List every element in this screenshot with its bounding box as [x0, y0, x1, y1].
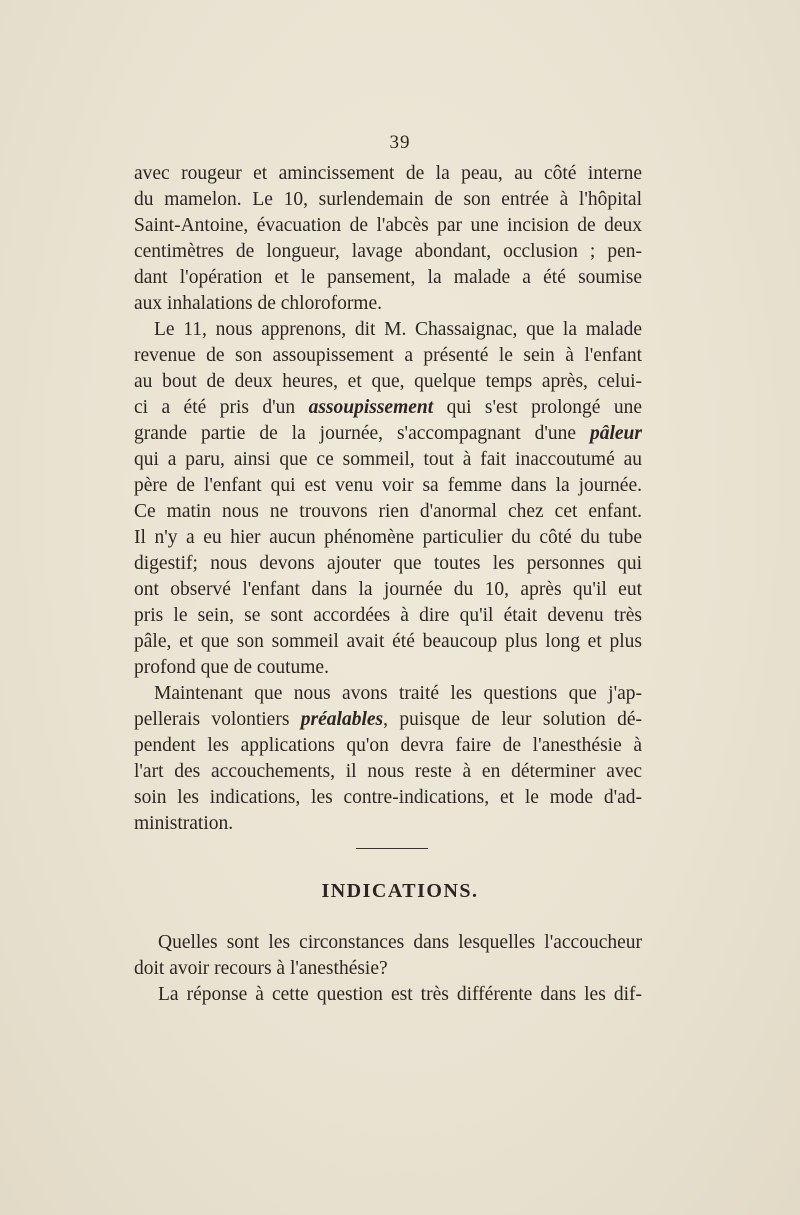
paragraph-3 — [134, 681, 642, 837]
text-line: Maintenant que nous avons traité les questions que j'ap- — [154, 683, 642, 704]
text-line: profond que de coutume. — [134, 657, 329, 678]
paragraph-1 — [134, 161, 642, 317]
text-fragment: qui s'est prolongé une — [433, 397, 642, 418]
emphasized-word: préalables — [300, 709, 384, 730]
text-fragment: grande partie de la journée, s'accompagnant d'une — [134, 423, 590, 444]
text-line: La réponse à cette question est très différente dans les dif- — [158, 984, 642, 1005]
emphasized-word: assoupissement — [308, 397, 434, 418]
text-line: dant l'opération et le pansement, la malade a été soumise — [134, 267, 642, 288]
text-line: revenue de son assoupissement a présenté le sein à l'enfant — [134, 345, 642, 366]
text-line: pâle, et que son sommeil avait été beaucoup plus long et plus — [134, 631, 642, 652]
text-line: aux inhalations de chloroforme. — [134, 293, 383, 314]
text-line: Il n'y a eu hier aucun phénomène particulier du côté du tube — [134, 527, 642, 548]
paragraph-4 — [134, 930, 642, 1008]
text-line: au bout de deux heures, et que, quelque temps après, celui- — [134, 371, 642, 392]
text-line: ministration. — [134, 813, 234, 834]
section-heading: INDICATIONS. — [321, 880, 479, 902]
text-line: qui a paru, ainsi que ce sommeil, tout à fait inaccoutumé au — [134, 449, 642, 470]
text-line: Le 11, nous apprenons, dit M. Chassaignac, que la malade — [154, 319, 642, 340]
text-line: Quelles sont les circonstances dans lesquelles l'accoucheur — [158, 932, 642, 953]
text-line: du mamelon. Le 10, surlendemain de son entrée à l'hôpital — [134, 189, 642, 210]
text-line: digestif; nous devons ajouter que toutes les personnes qui — [134, 553, 642, 574]
text-line — [134, 395, 642, 421]
text-fragment: ci a été pris d'un — [134, 397, 309, 418]
text-line: doit avoir recours à l'anesthésie? — [134, 958, 388, 979]
text-line — [134, 421, 642, 447]
text-line: avec rougeur et amincissement de la peau, au côté interne — [134, 163, 642, 184]
paragraph-2 — [134, 317, 642, 681]
section-divider — [356, 848, 428, 849]
text-line: l'art des accouchements, il nous reste à en déterminer avec — [134, 761, 642, 782]
text-line: ont observé l'enfant dans la journée du 10, après qu'il eut — [134, 579, 642, 600]
text-fragment: , puisque de leur solution dé- — [383, 709, 642, 730]
page-number: 39 — [389, 132, 411, 153]
text-line: centimètres de longueur, lavage abondant, occlusion ; pen- — [134, 241, 642, 262]
text-fragment: pellerais volontiers — [134, 709, 301, 730]
text-line: pendent les applications qu'on devra faire de l'anesthésie à — [134, 735, 642, 756]
text-line — [134, 707, 642, 733]
text-line: Saint-Antoine, évacuation de l'abcès par une incision de deux — [134, 215, 642, 236]
text-line: soin les indications, les contre-indications, et le mode d'ad- — [134, 787, 642, 808]
emphasized-word: pâleur — [589, 423, 642, 444]
text-line: père de l'enfant qui est venu voir sa femme dans la journée. — [134, 475, 642, 496]
text-line: Ce matin nous ne trouvons rien d'anormal chez cet enfant. — [134, 501, 642, 522]
text-line: pris le sein, se sont accordées à dire qu'il était devenu très — [134, 605, 642, 626]
